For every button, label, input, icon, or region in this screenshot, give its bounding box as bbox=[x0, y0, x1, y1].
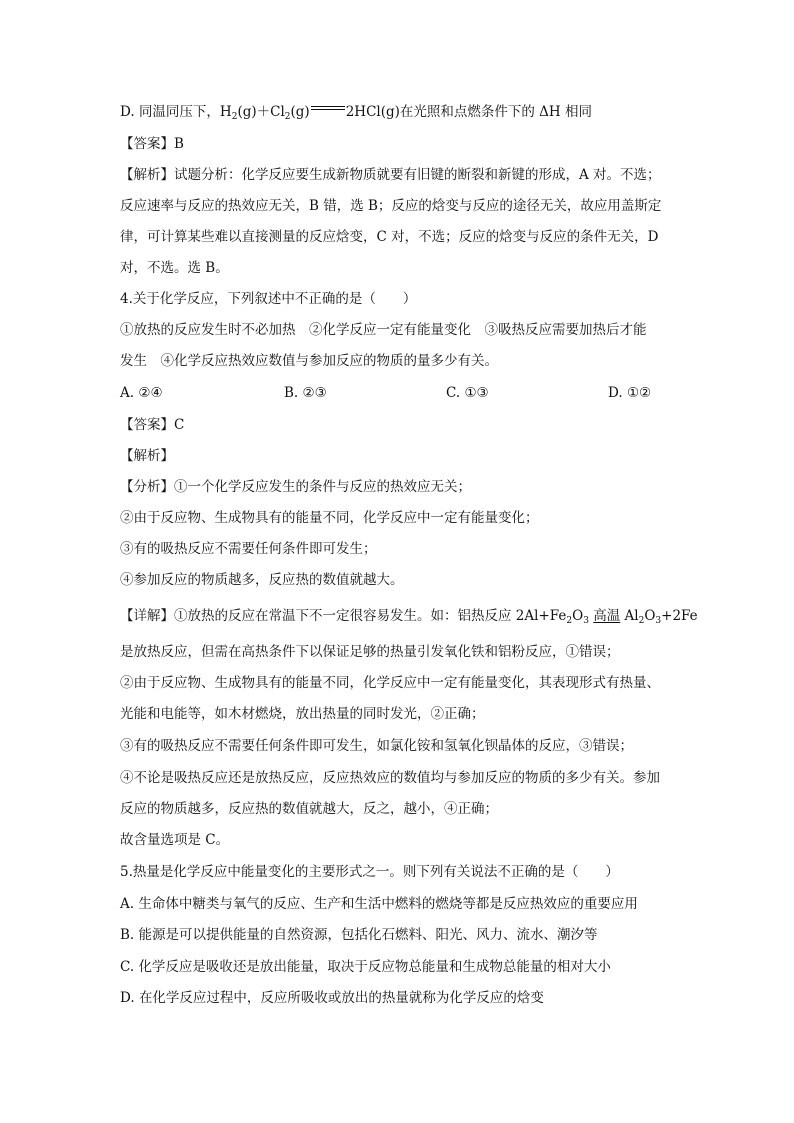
q4-answer: 【答案】C bbox=[120, 417, 185, 433]
q4-statement-line: 发生 ④化学反应热效应数值与参加反应的物质的量多少有关。 bbox=[120, 353, 498, 369]
q4-xiangjie-line: ②由于反应物、生成物具有的能量不同，化学反应中一定有能量变化，其表现形式有热量、 bbox=[120, 675, 660, 691]
option-label: D. bbox=[120, 104, 135, 120]
q4-fenxi-line: 【分析】①一个化学反应发生的条件与反应的热效应无关； bbox=[120, 479, 471, 495]
q5-option-b: B. 能源是可以提供能量的自然资源，包括化石燃料、阳光、风力、流水、潮汐等 bbox=[120, 927, 598, 943]
reaction-condition: 高温 bbox=[593, 608, 621, 624]
q4-stem: 4.关于化学反应，下列叙述中不正确的是（ ） bbox=[120, 291, 417, 307]
q4-xiangjie-line: 故含量选项是 C。 bbox=[120, 832, 230, 848]
q4-xiangjie-line: ④不论是吸热反应还是放热反应，反应热效应的数值均与参加反应的物质的多少有关。参加 bbox=[120, 770, 660, 786]
q5-option-a: A. 生命体中糖类与氧气的反应、生产和生活中燃料的燃烧等都是反应热效应的重要应用 bbox=[120, 896, 638, 912]
q4-statement-line: ①放热的反应发生时不必加热 ②化学反应一定有能量变化 ③吸热反应需要加热后才能 bbox=[120, 322, 647, 338]
q4-analysis-title: 【解析】 bbox=[120, 448, 174, 464]
q3-option-d: D. 同温同压下，$H_2(g)+Cl_2(g)$ 2HCl(g)在光照和点燃条件下的 ΔH 相同 bbox=[120, 104, 592, 122]
q4-fenxi-line: ④参加反应的物质越多，反应热的数值就越大。 bbox=[120, 572, 404, 588]
q3-analysis-line: 【解析】试题分析：化学反应要生成新物质就要有旧键的断裂和新键的形成，A 对。不选； bbox=[120, 167, 661, 183]
q5-option-d: D. 在化学反应过程中，反应所吸收或放出的热量就称为化学反应的焓变 bbox=[120, 990, 544, 1006]
q5-option-c: C. 化学反应是吸收还是放出能量，取决于反应物总能量和生成物总能量的相对大小 bbox=[120, 959, 611, 975]
q4-fenxi-line: ②由于反应物、生成物具有的能量不同，化学反应中一定有能量变化； bbox=[120, 510, 539, 526]
q4-xiangjie-line: 是放热反应，但需在高热条件下以保证足够的热量引发氧化铁和铝粉反应，①错误； bbox=[120, 644, 620, 660]
q3-analysis-line: 对，不选。选 B。 bbox=[120, 260, 229, 276]
q4-xiangjie-line: 反应的物质越多，反应热的数值就越大，反之，越小，④正确； bbox=[120, 801, 498, 817]
q3-answer: 【答案】B bbox=[120, 136, 184, 152]
q4-option-a: A. ②④ bbox=[120, 385, 163, 401]
equals-arrow bbox=[311, 105, 345, 113]
q4-option-b: B. ②③ bbox=[284, 385, 327, 401]
q4-option-c: C. ①③ bbox=[446, 385, 489, 401]
q4-xiangjie-line: 【详解】①放热的反应在常温下不一定很容易发生。如：铝热反应 $2Al+Fe_2O_3$ 高温 $Al_2O_3+2Fe$ bbox=[120, 608, 698, 626]
q3-analysis-line: 律，可计算某些难以直接测量的反应焓变，C 对，不选；反应的焓变与反应的条件无关，D bbox=[120, 229, 659, 245]
q4-fenxi-line: ③有的吸热反应不需要任何条件即可发生； bbox=[120, 541, 377, 557]
q4-xiangjie-line: 光能和电能等，如木材燃烧，放出热量的同时发光，②正确； bbox=[120, 706, 485, 722]
q4-option-d: D. ①② bbox=[608, 385, 652, 401]
q3-analysis-line: 反应速率与反应的热效应无关，B 错，选 B；反应的焓变与反应的途径无关，故应用盖斯定 bbox=[120, 198, 662, 214]
q5-stem: 5.热量是化学反应中能量变化的主要形式之一。则下列有关说法不正确的是（ ） bbox=[120, 864, 619, 880]
q4-xiangjie-line: ③有的吸热反应不需要任何条件即可发生，如氯化铵和氢氧化钡晶体的反应，③错误； bbox=[120, 738, 633, 754]
